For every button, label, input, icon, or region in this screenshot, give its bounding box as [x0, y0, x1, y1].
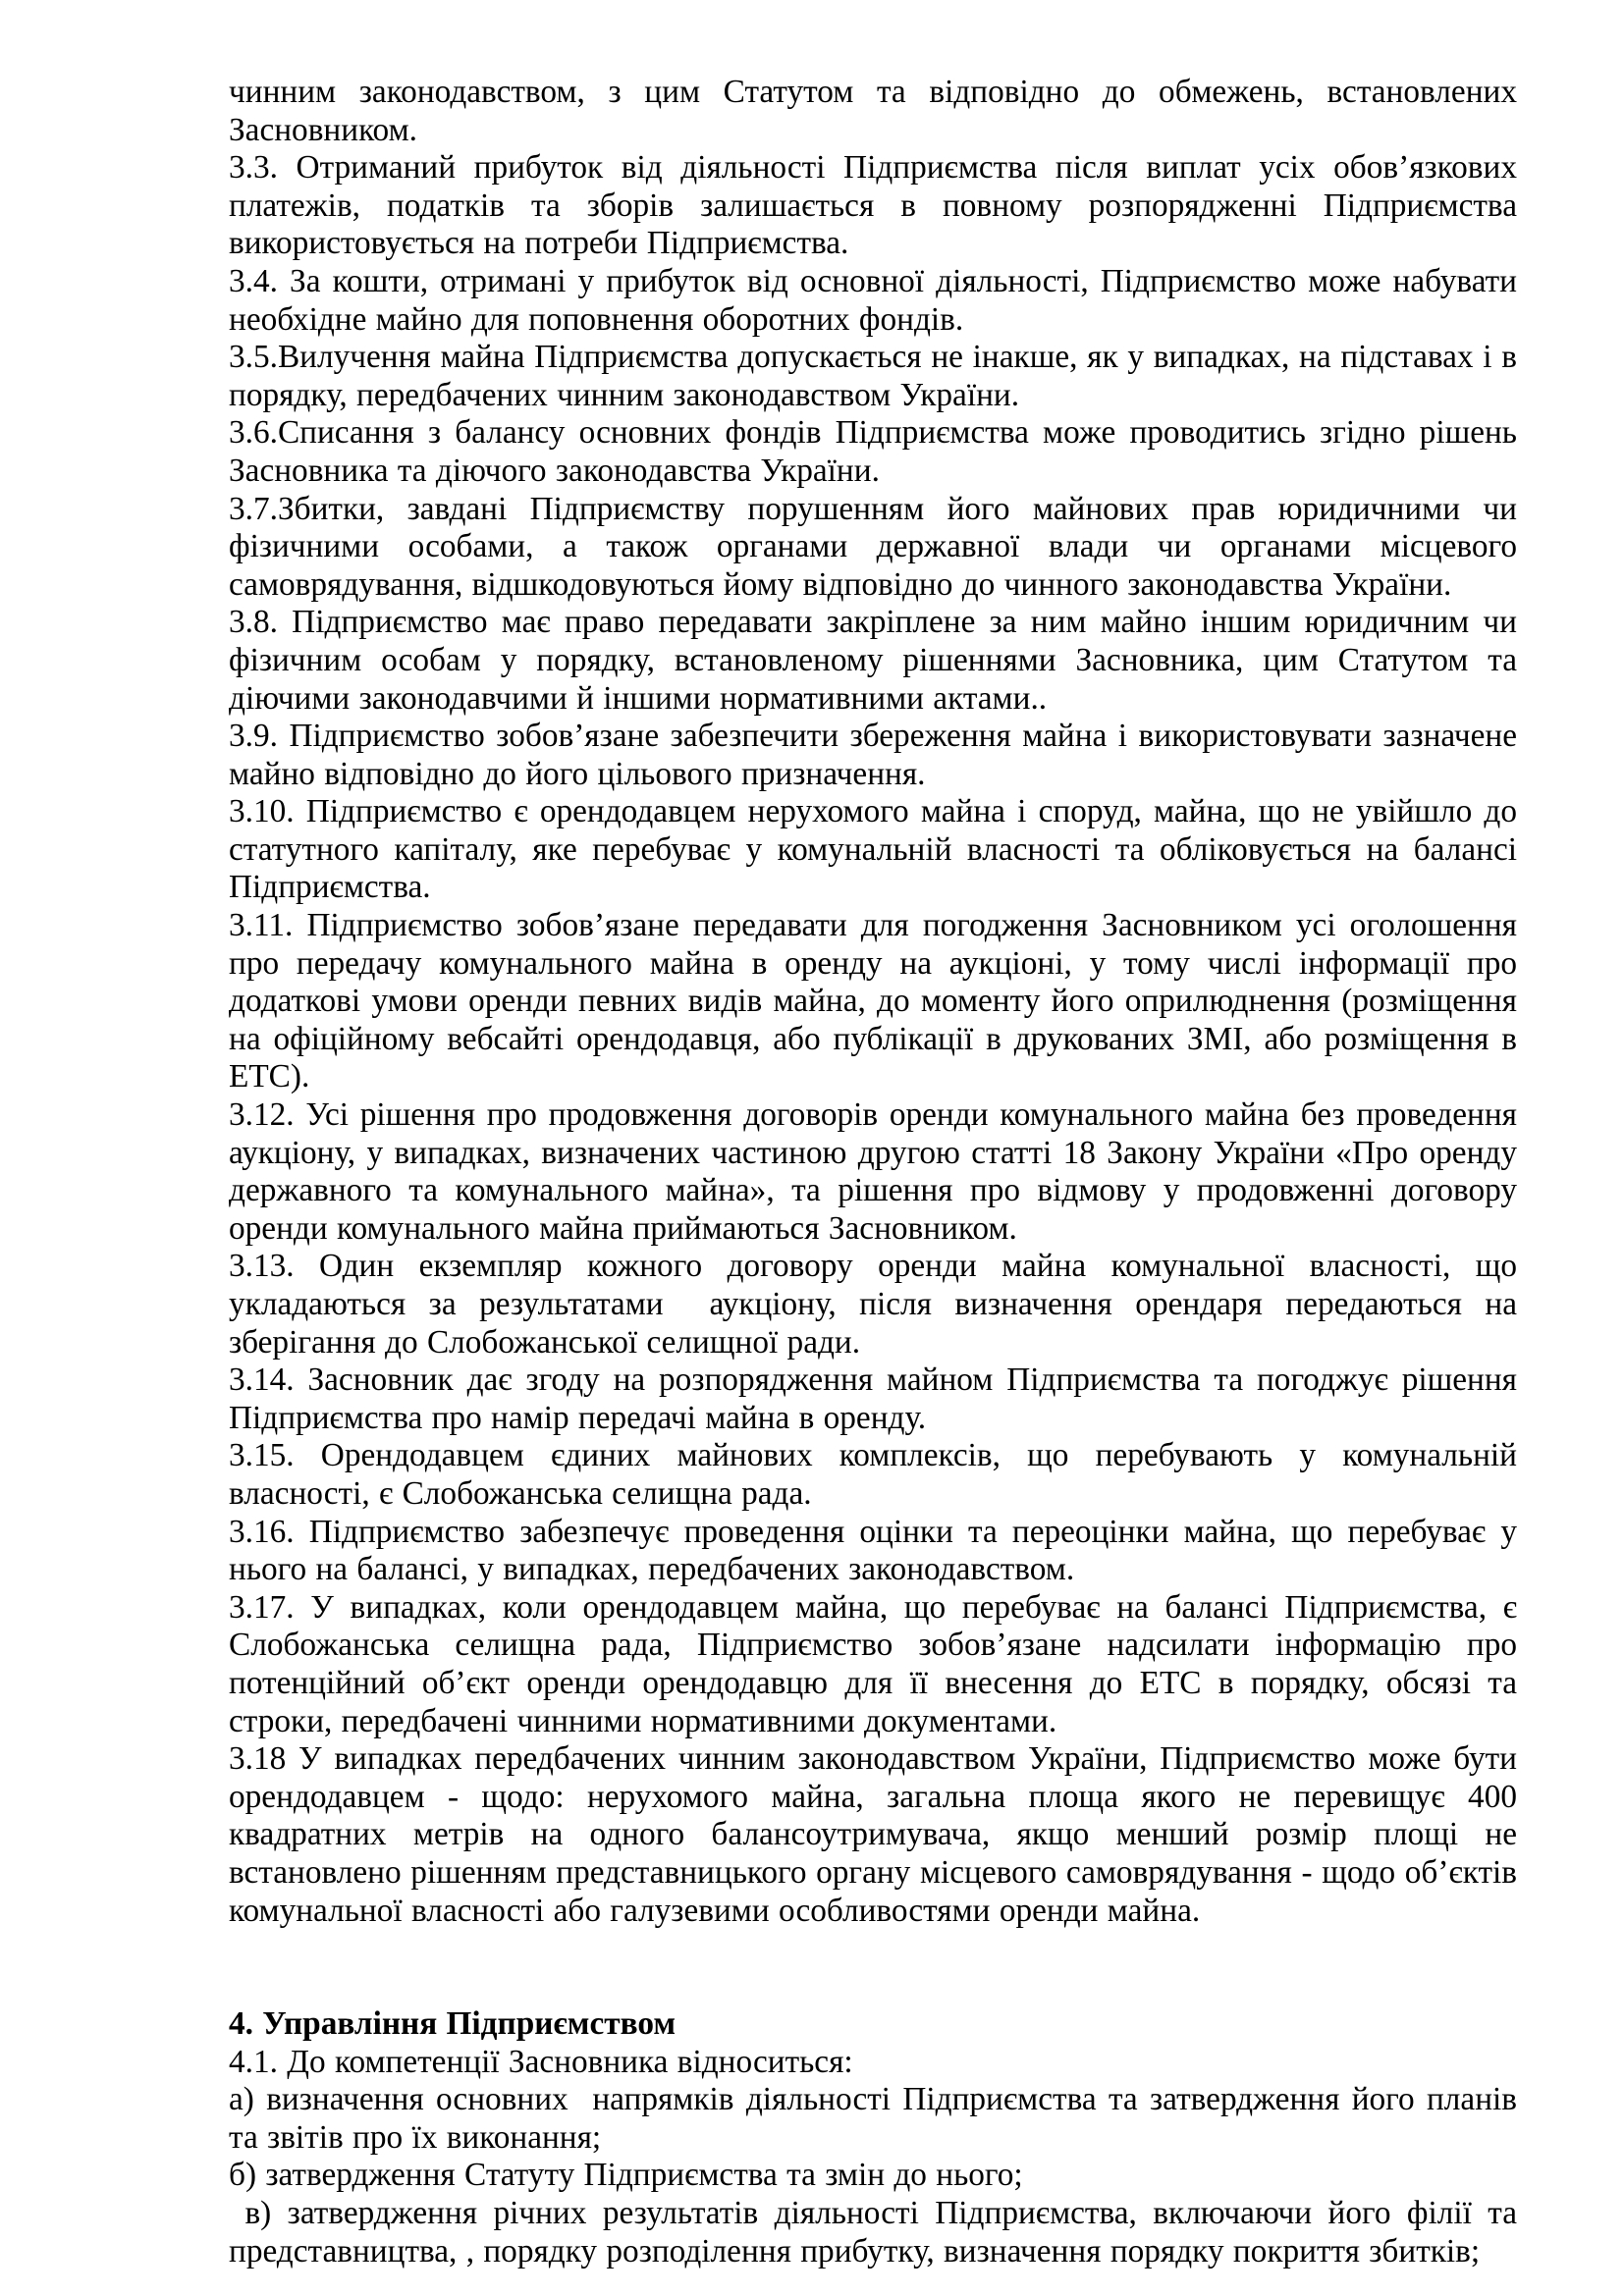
paragraph-3-6: 3.6.Списання з балансу основних фондів Підприємства може проводитись згідно рішень Засновника та діючого законодавства України.	[229, 414, 1527, 489]
paragraph-3-12: 3.12. Усі рішення про продовження договорів оренди комунального майна без проведення аукціону, у випадках, визначених частиною другою статті 18 Закону України «Про оренду державного та комунального майна», та рішення про відмову у продовженні договору оренди комунального майна приймаються Засновником.	[229, 1096, 1527, 1247]
paragraph-3-13: 3.13. Один екземпляр кожного договору оренди майна комунальної власності, що укладаються за результатами аукціону, після визначення орендаря передаються на зберігання до Слобожанської селищної ради.	[229, 1248, 1527, 1361]
paragraph-3-5: 3.5.Вилучення майна Підприємства допускається не інакше, як у випадках, на підставах і в порядку, передбачених чинним законодавством України.	[229, 339, 1527, 413]
paragraph-3-14: 3.14. Засновник дає згоду на розпорядження майном Підприємства та погоджує рішення Підприємства про намір передачі майна в оренду.	[229, 1362, 1527, 1436]
paragraph-3-9: 3.9. Підприємство зобов’язане забезпечити збереження майна і використовувати зазначене майно відповідно до його цільового призначення.	[229, 718, 1527, 792]
paragraph-continuation: чинним законодавством, з цим Статутом та відповідно до обмежень, встановлених Засновником.	[229, 74, 1527, 148]
paragraph-4-1-b: б) затвердження Статуту Підприємства та змін до нього;	[229, 2157, 1023, 2194]
paragraph-3-17: 3.17. У випадках, коли орендодавцем майна, що перебуває на балансі Підприємства, є Слобожанська селищна рада, Підприємство зобов’язане надсилати інформацію про потенційний об’єкт оренди орендодавцю для її внесення до ЕТС в порядку, обсязі та строки, передбачені чинними нормативними документами.	[229, 1588, 1527, 1739]
paragraph-3-10: 3.10. Підприємство є орендодавцем нерухомого майна і споруд, майна, що не увійшло до статутного капіталу, яке перебуває у комунальній власності та обліковується на балансі Підприємства.	[229, 793, 1527, 906]
paragraph-3-8: 3.8. Підприємство має право передавати закріплене за ним майно іншим юридичним чи фізичним особам у порядку, встановленому рішеннями Засновника, цим Статутом та діючими законодавчими й іншими нормативними актами..	[229, 604, 1527, 717]
paragraph-4-1: 4.1. До компетенції Засновника відноситься:	[229, 2043, 853, 2080]
paragraph-3-16: 3.16. Підприємство забезпечує проведення оцінки та переоцінки майна, що перебуває у нього на балансі, у випадках, передбачених законодавством.	[229, 1513, 1527, 1588]
paragraph-4-1-v: в) затвердження річних результатів діяльності Підприємства, включаючи його філії та представництва, , порядку розподілення прибутку, визначення порядку покриття збитків;	[229, 2195, 1527, 2269]
section-4-heading: 4. Управління Підприємством	[229, 2005, 677, 2043]
paragraph-3-7: 3.7.Збитки, завдані Підприємству порушенням його майнових прав юридичними чи фізичними особами, а також органами державної влади чи органами місцевого самоврядування, відшкодовуються йому відповідно до чинного законодавства України.	[229, 490, 1527, 603]
paragraph-3-18: 3.18 У випадках передбачених чинним законодавством України, Підприємство може бути орендодавцем - щодо: нерухомого майна, загальна площа якого не перевищує 400 квадратних метрів на одного балансоутримувача, якщо менший розмір площі не встановлено рішенням представницького органу місцевого самоврядування - щодо об’єктів комунальної власності або галузевими особливостями оренди майна.	[229, 1740, 1527, 1929]
paragraph-3-3: 3.3. Отриманий прибуток від діяльності Підприємства після виплат усіх обов’язкових платежів, податків та зборів залишається в повному розпорядженні Підприємства використовується на потреби Підприємства.	[229, 149, 1527, 262]
section-gap	[229, 1930, 1517, 2005]
paragraph-3-11: 3.11. Підприємство зобов’язане передавати для погодження Засновником усі оголошення про передачу комунального майна в оренду на аукціоні, у тому числі інформації про додаткові умови оренди певних видів майна, до моменту його оприлюднення (розміщення на офіційному вебсайті орендодавця, або публікації в друкованих ЗМІ, або розміщення в ЕТС).	[229, 907, 1527, 1095]
paragraph-4-1-a: а) визначення основних напрямків діяльності Підприємства та затвердження його планів та звітів про їх виконання;	[229, 2081, 1527, 2156]
paragraph-3-4: 3.4. За кошти, отримані у прибуток від основної діяльності, Підприємство може набувати необхідне майно для поповнення оборотних фондів.	[229, 262, 1527, 338]
paragraph-3-15: 3.15. Орендодавцем єдиних майнових комплексів, що перебувають у комунальній власності, є Слобожанська селищна рада.	[229, 1437, 1527, 1512]
